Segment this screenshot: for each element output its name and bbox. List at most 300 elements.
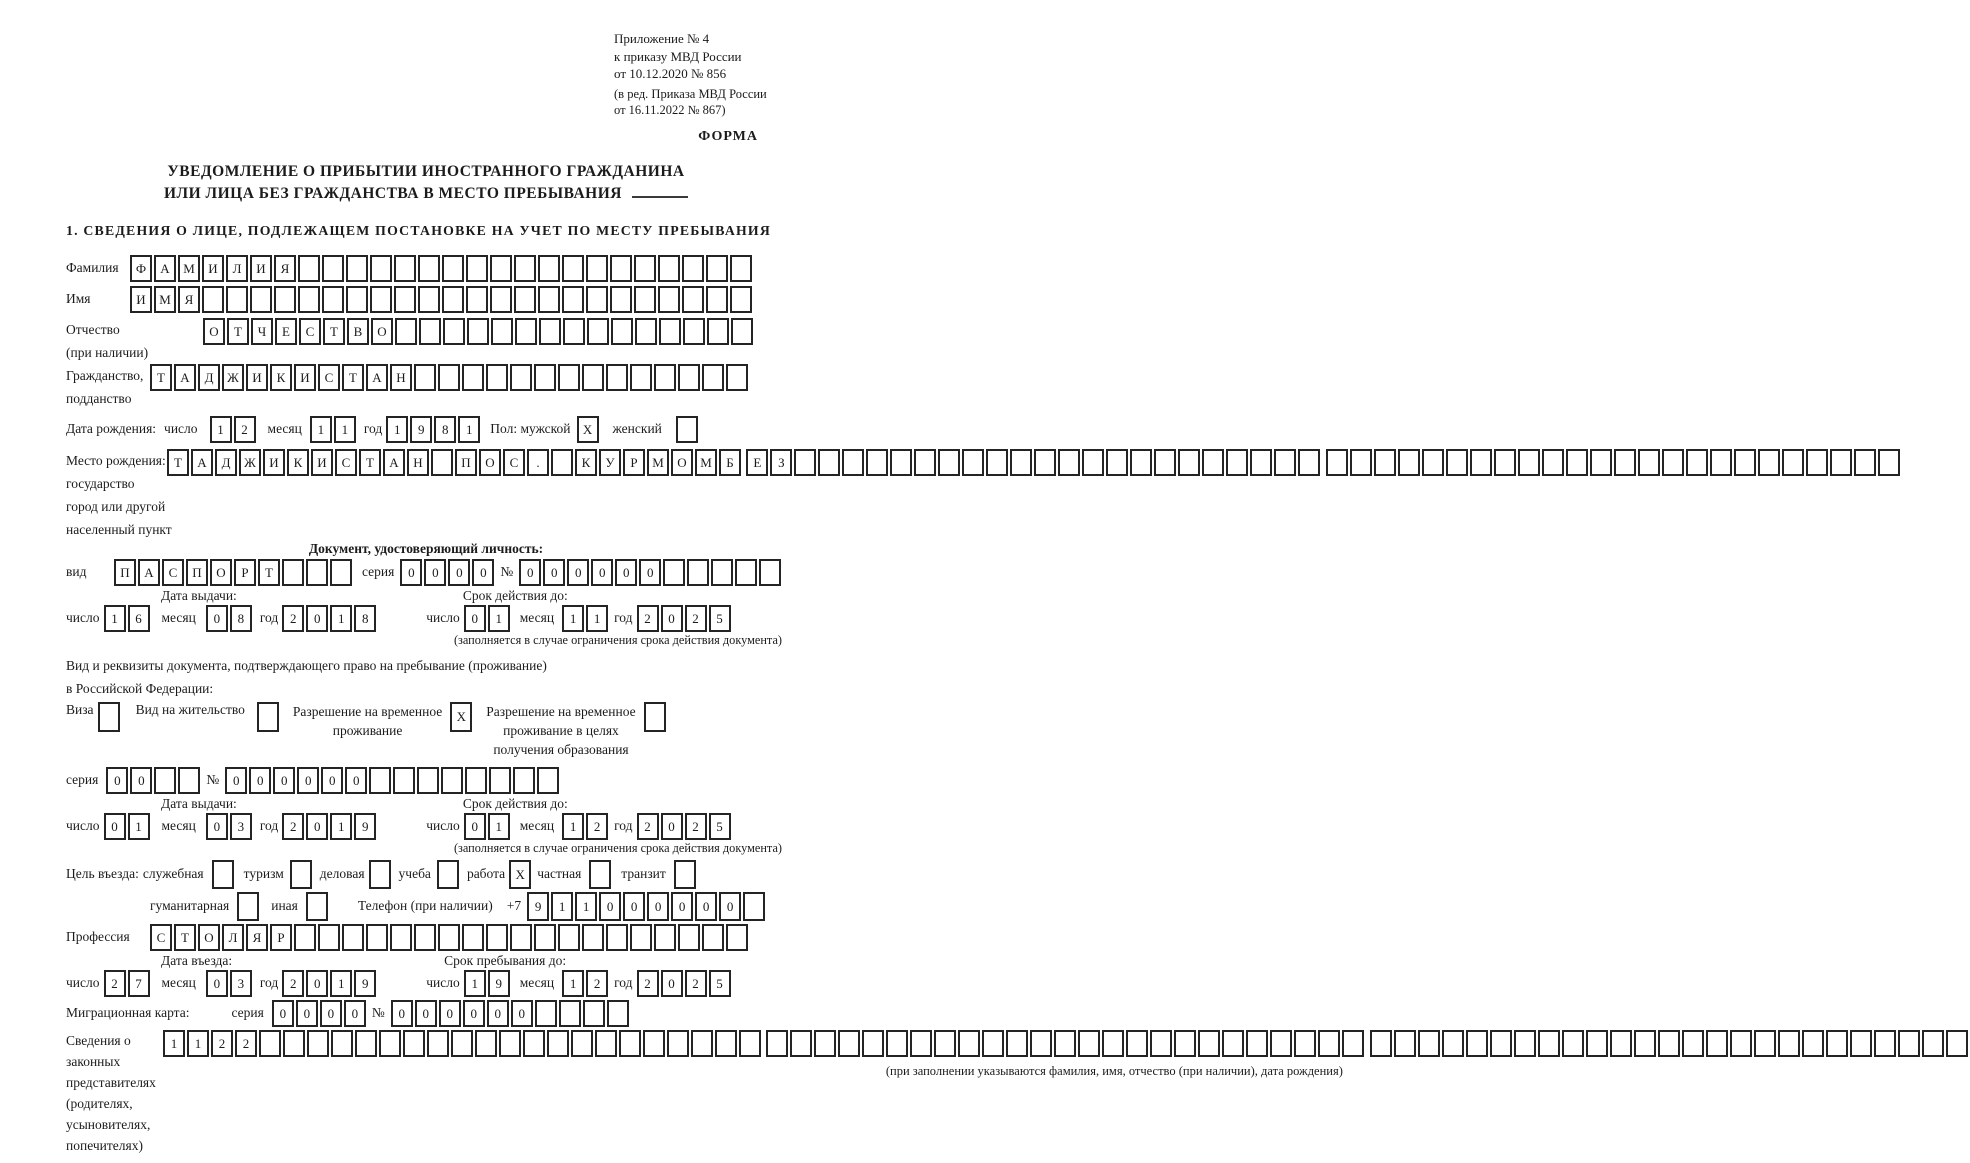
- form-cell-empty: [1422, 449, 1444, 476]
- sex-female-label: женский: [612, 421, 662, 436]
- form-cell-empty: [462, 924, 484, 951]
- form-cell-empty: [958, 1030, 980, 1057]
- form-cell-empty: [1802, 1030, 1824, 1057]
- form-cell-empty: [654, 364, 676, 391]
- form-cell-filled: Т: [342, 364, 364, 391]
- residence-permit-label: Вид на жительство: [135, 701, 245, 717]
- form-cell-filled: Ч: [251, 318, 273, 345]
- form-cell-filled: Н: [390, 364, 412, 391]
- form-cell-empty: [307, 1030, 329, 1057]
- form-cell-empty: [1682, 1030, 1704, 1057]
- form-cell-filled: 9: [410, 416, 432, 443]
- form-cell-filled: 2: [234, 416, 256, 443]
- form-cell-filled: 7: [128, 970, 150, 997]
- form-cell-empty: [418, 255, 440, 282]
- form-cell-empty: [606, 364, 628, 391]
- form-cell-empty: [451, 1030, 473, 1057]
- issue-date-header: Дата выдачи:: [161, 587, 237, 603]
- form-cell-filled: С: [335, 449, 357, 476]
- form-cell-empty: [1246, 1030, 1268, 1057]
- form-cell-filled: М: [154, 286, 176, 313]
- form-cell-empty: [1610, 1030, 1632, 1057]
- migration-series-label: серия: [231, 1005, 264, 1020]
- form-cell-filled: 1: [386, 416, 408, 443]
- form-cell-empty: [582, 364, 604, 391]
- form-cell-empty: [559, 1000, 581, 1027]
- form-cell-filled: 5: [709, 605, 731, 632]
- form-cell-empty: [658, 286, 680, 313]
- validity-month-cells: [562, 605, 610, 632]
- form-cell-empty: [438, 364, 460, 391]
- visa-option: [66, 702, 122, 732]
- form-cell-filled: 1: [586, 605, 608, 632]
- form-cell-empty: [342, 924, 364, 951]
- form-cell-empty: [691, 1030, 713, 1057]
- form-cell-empty: [1226, 449, 1248, 476]
- birth-place-label: Место рождения: государство город или другой населенный пункт: [66, 452, 172, 537]
- form-cell-empty: [534, 364, 556, 391]
- form-cell-empty: [290, 860, 312, 889]
- form-cell-filled: 1: [104, 605, 126, 632]
- form-cell-filled: 1: [330, 813, 352, 840]
- form-cell-empty: [562, 255, 584, 282]
- residence-validity-year-cells: [637, 813, 733, 840]
- form-cell-empty: [1350, 449, 1372, 476]
- form-cell-filled: С: [299, 318, 321, 345]
- form-cell-empty: [658, 255, 680, 282]
- form-cell-filled: Б: [719, 449, 741, 476]
- form-cell-empty: [682, 255, 704, 282]
- form-cell-empty: [814, 1030, 836, 1057]
- form-cell-empty: [306, 892, 328, 921]
- form-cell-filled: 0: [487, 1000, 509, 1027]
- phone-cells: [527, 892, 767, 921]
- purpose-other-label: иная: [271, 898, 298, 913]
- form-cell-empty: [730, 286, 752, 313]
- form-cell-empty: [1394, 1030, 1416, 1057]
- form-cell-filled: 0: [472, 559, 494, 586]
- form-cell-filled: 1: [334, 416, 356, 443]
- form-cell-empty: [490, 255, 512, 282]
- form-cell-filled: 2: [282, 605, 304, 632]
- form-cell-empty: [298, 255, 320, 282]
- form-cell-filled: 5: [709, 813, 731, 840]
- form-cell-empty: [818, 449, 840, 476]
- form-cell-empty: [330, 559, 352, 586]
- form-cell-empty: [1638, 449, 1660, 476]
- residence-date-headers: [66, 796, 786, 812]
- purpose-tourism-checkbox: [290, 860, 314, 889]
- form-cell-empty: [1446, 449, 1468, 476]
- form-cell-empty: [1418, 1030, 1440, 1057]
- form-cell-empty: [726, 924, 748, 951]
- form-cell-filled: 2: [282, 970, 304, 997]
- form-cell-empty: [1782, 449, 1804, 476]
- form-cell-empty: [1734, 449, 1756, 476]
- residence-series-label: серия: [66, 772, 99, 787]
- doc-series-label: серия: [362, 564, 395, 579]
- sex-label: Пол: мужской: [490, 421, 571, 436]
- form-cell-filled: И: [294, 364, 316, 391]
- form-cell-filled: М: [695, 449, 717, 476]
- form-cell-filled: 0: [519, 559, 541, 586]
- patronymic-row: [66, 318, 786, 364]
- form-cell-empty: [366, 924, 388, 951]
- form-cell-empty: [523, 1030, 545, 1057]
- form-cell-empty: [475, 1030, 497, 1057]
- form-cell-empty: [558, 364, 580, 391]
- birth-year-cells: [386, 416, 482, 443]
- residence-validity-month-cells: [562, 813, 610, 840]
- form-cell-empty: [466, 255, 488, 282]
- form-cell-empty: [1178, 449, 1200, 476]
- form-cell-filled: 9: [527, 892, 549, 921]
- form-cell-empty: [563, 318, 585, 345]
- migration-card-label: Миграционная карта:: [66, 1005, 190, 1020]
- form-cell-empty: [322, 255, 344, 282]
- form-cell-empty: [465, 767, 487, 794]
- form-cell-filled: Т: [150, 364, 172, 391]
- form-cell-filled: 8: [354, 605, 376, 632]
- form-cell-filled: П: [186, 559, 208, 586]
- entry-purpose-row2: [150, 892, 786, 921]
- residence-validity-note: (заполняется в случае ограничения срока действия документа): [453, 840, 782, 855]
- form-cell-empty: [237, 892, 259, 921]
- form-cell-filled: 0: [249, 767, 271, 794]
- form-cell-filled: Я: [274, 255, 296, 282]
- form-cell-filled: А: [383, 449, 405, 476]
- entry-date: число 2 7 месяц 0 3 год 2 0 1 9: [66, 970, 378, 997]
- form-cell-filled: 1: [562, 605, 584, 632]
- form-cell-empty: [539, 318, 561, 345]
- form-cell-filled: 0: [345, 767, 367, 794]
- form-cell-empty: [1154, 449, 1176, 476]
- form-cell-empty: [1102, 1030, 1124, 1057]
- form-cell-filled: 0: [306, 813, 328, 840]
- representatives-cell-rows: [163, 1030, 1970, 1079]
- form-cell-filled: 0: [206, 970, 228, 997]
- form-cell-filled: 0: [543, 559, 565, 586]
- form-cell-empty: [606, 924, 628, 951]
- form-cell-empty: [842, 449, 864, 476]
- purpose-other-checkbox: [306, 892, 330, 921]
- form-cell-filled: 0: [206, 813, 228, 840]
- form-cell-filled: 9: [354, 813, 376, 840]
- form-cell-empty: [259, 1030, 281, 1057]
- form-cell-filled: 2: [282, 813, 304, 840]
- form-cell-empty: [739, 1030, 761, 1057]
- form-cell-empty: [1706, 1030, 1728, 1057]
- form-cell-empty: [1198, 1030, 1220, 1057]
- form-cell-filled: С: [150, 924, 172, 951]
- form-cell-empty: [1470, 449, 1492, 476]
- form-cell-filled: 1: [464, 970, 486, 997]
- form-cell-empty: [790, 1030, 812, 1057]
- form-cell-filled: 0: [567, 559, 589, 586]
- residence-doc-intro: Вид и реквизиты документа, подтверждающего право на пребывание (проживание) в Российской Федерации:: [66, 657, 547, 696]
- form-cell-filled: 2: [637, 813, 659, 840]
- form-cell-filled: П: [455, 449, 477, 476]
- form-cell-empty: [706, 255, 728, 282]
- form-cell-empty: [702, 364, 724, 391]
- form-cell-filled: Д: [215, 449, 237, 476]
- form-cell-empty: [510, 364, 532, 391]
- form-cell-filled: Т: [174, 924, 196, 951]
- form-cell-empty: [676, 416, 698, 443]
- purpose-commercial-checkbox: [369, 860, 393, 889]
- form-cell-empty: [486, 364, 508, 391]
- migration-number-label: №: [371, 1005, 385, 1020]
- form-cell-empty: [1754, 1030, 1776, 1057]
- birth-place-block: [66, 449, 786, 541]
- validity-year-cells: [637, 605, 733, 632]
- form-cell-filled: У: [599, 449, 621, 476]
- purpose-tourism-label: туризм: [243, 866, 284, 881]
- form-cell-empty: [587, 318, 609, 345]
- identity-validity-date: число 0 1 месяц 1 1 год 2 0 2 5: [426, 605, 732, 632]
- form-cell-filled: 2: [104, 970, 126, 997]
- migration-series-cells: [272, 1000, 368, 1027]
- phone-prefix: +7: [506, 898, 522, 913]
- entry-year-cells: [282, 970, 378, 997]
- form-cell-filled: 0: [599, 892, 621, 921]
- issue-month-cells: [206, 605, 254, 632]
- residence-validity-date: число 0 1 месяц 1 2 год 2 0 2 5: [426, 813, 732, 840]
- form-cell-filled: Я: [246, 924, 268, 951]
- form-cell-filled: С: [503, 449, 525, 476]
- form-cell-filled: О: [210, 559, 232, 586]
- form-cell-empty: [687, 559, 709, 586]
- form-cell-empty: [1442, 1030, 1464, 1057]
- identity-validity-note: (заполняется в случае ограничения срока действия документа): [453, 632, 782, 647]
- validity-day-cells: [464, 605, 512, 632]
- form-cell-empty: [1342, 1030, 1364, 1057]
- form-cell-filled: Т: [227, 318, 249, 345]
- form-cell-empty: [890, 449, 912, 476]
- form-cell-empty: [1126, 1030, 1148, 1057]
- form-cell-filled: 0: [272, 1000, 294, 1027]
- form-cell-empty: [730, 255, 752, 282]
- page-title-line2: ИЛИ ЛИЦА БЕЗ ГРАЖДАНСТВА В МЕСТО ПРЕБЫВАНИЯ: [66, 183, 786, 205]
- form-cell-empty: [634, 286, 656, 313]
- doc-number-label: №: [500, 564, 514, 579]
- form-cell-empty: [1034, 449, 1056, 476]
- form-cell-empty: [393, 767, 415, 794]
- form-cell-empty: [1082, 449, 1104, 476]
- form-cell-filled: 0: [639, 559, 661, 586]
- form-cell-filled: О: [203, 318, 225, 345]
- appendix-header: [614, 30, 786, 119]
- form-cell-empty: [1518, 449, 1540, 476]
- form-cell-empty: [318, 924, 340, 951]
- identity-doc-title: Документ, удостоверяющий личность:: [308, 540, 544, 556]
- temp-residence-edu-option: [486, 702, 667, 759]
- form-cell-empty: [513, 767, 535, 794]
- form-cell-empty: [442, 255, 464, 282]
- form-cell-filled: 0: [623, 892, 645, 921]
- form-cell-filled: 8: [434, 416, 456, 443]
- form-cell-empty: [403, 1030, 425, 1057]
- form-cell-filled: И: [250, 255, 272, 282]
- form-cell-empty: [379, 1030, 401, 1057]
- form-cell-filled: 1: [458, 416, 480, 443]
- form-cell-empty: [1922, 1030, 1944, 1057]
- form-cell-filled: 0: [344, 1000, 366, 1027]
- form-cell-filled: X: [450, 702, 472, 732]
- purpose-transit-label: транзит: [621, 866, 666, 881]
- form-cell-filled: 1: [187, 1030, 209, 1057]
- form-cell-filled: З: [770, 449, 792, 476]
- form-cell-empty: [1106, 449, 1128, 476]
- form-cell-empty: [610, 255, 632, 282]
- form-cell-filled: 1: [488, 813, 510, 840]
- purpose-work-checkbox: [509, 860, 533, 889]
- form-cell-empty: [427, 1030, 449, 1057]
- form-cell-filled: 2: [586, 813, 608, 840]
- appendix-line: Приложение № 4: [614, 31, 710, 46]
- form-label: ФОРМА: [698, 128, 758, 144]
- form-cell-empty: [306, 559, 328, 586]
- form-cell-filled: Н: [407, 449, 429, 476]
- form-cell-empty: [1270, 1030, 1292, 1057]
- form-cell-filled: К: [270, 364, 292, 391]
- form-cell-empty: [866, 449, 888, 476]
- form-cell-filled: 0: [225, 767, 247, 794]
- form-cell-empty: [1662, 449, 1684, 476]
- residence-series-row: [66, 767, 786, 794]
- form-cell-empty: [443, 318, 465, 345]
- form-cell-filled: П: [114, 559, 136, 586]
- birth-date-row: [66, 416, 786, 443]
- form-cell-filled: 1: [210, 416, 232, 443]
- form-cell-empty: [1778, 1030, 1800, 1057]
- form-cell-empty: [644, 702, 666, 732]
- form-cell-filled: 1: [562, 813, 584, 840]
- form-cell-empty: [462, 364, 484, 391]
- form-cell-empty: [634, 255, 656, 282]
- phone-label: Телефон (при наличии): [357, 898, 493, 913]
- form-cell-filled: Т: [359, 449, 381, 476]
- form-cell-filled: 0: [273, 767, 295, 794]
- name-label: Имя: [66, 291, 91, 306]
- form-cell-filled: 0: [661, 813, 683, 840]
- residence-issue-month-cells: [206, 813, 254, 840]
- form-cell-empty: [441, 767, 463, 794]
- residence-series-cells: [106, 767, 202, 794]
- form-cell-filled: 0: [464, 605, 486, 632]
- issue-year-cells: [282, 605, 378, 632]
- form-cell-filled: 0: [306, 970, 328, 997]
- patronymic-label: Отчество (при наличии): [66, 321, 149, 360]
- residence-validity-day-cells: [464, 813, 512, 840]
- form-cell-filled: Т: [323, 318, 345, 345]
- form-cell-empty: [726, 364, 748, 391]
- form-cell-filled: 2: [235, 1030, 257, 1057]
- form-cell-filled: 0: [297, 767, 319, 794]
- purpose-humanitarian-label: гуманитарная: [150, 898, 230, 913]
- form-cell-empty: [766, 1030, 788, 1057]
- form-cell-filled: И: [263, 449, 285, 476]
- form-cell-empty: [586, 286, 608, 313]
- form-cell-filled: И: [246, 364, 268, 391]
- residence-options-row: [66, 702, 786, 759]
- form-cell-empty: [514, 255, 536, 282]
- form-cell-empty: [226, 286, 248, 313]
- residence-issue-year-cells: [282, 813, 378, 840]
- day-label: число: [164, 421, 198, 436]
- form-cell-empty: [663, 559, 685, 586]
- purpose-business-label: служебная: [142, 866, 204, 881]
- migration-number-cells: [391, 1000, 631, 1027]
- form-cell-empty: [595, 1030, 617, 1057]
- form-cell-filled: 1: [562, 970, 584, 997]
- form-cell-filled: 0: [661, 605, 683, 632]
- form-cell-empty: [610, 286, 632, 313]
- form-cell-empty: [537, 767, 559, 794]
- form-cell-empty: [202, 286, 224, 313]
- form-cell-filled: 8: [230, 605, 252, 632]
- form-cell-empty: [514, 286, 536, 313]
- form-cell-empty: [414, 364, 436, 391]
- form-cell-filled: О: [371, 318, 393, 345]
- form-cell-empty: [490, 286, 512, 313]
- profession-cells: [150, 924, 750, 951]
- form-cell-empty: [1222, 1030, 1244, 1057]
- form-cell-empty: [986, 449, 1008, 476]
- residence-number-label: №: [206, 772, 220, 787]
- form-cell-empty: [467, 318, 489, 345]
- form-cell-empty: [418, 286, 440, 313]
- form-cell-empty: [683, 318, 705, 345]
- form-cell-empty: [982, 1030, 1004, 1057]
- birth-place-row2: [746, 449, 1322, 476]
- form-cell-empty: [1250, 449, 1272, 476]
- form-cell-empty: [1326, 449, 1348, 476]
- issue-day-cells: [104, 605, 152, 632]
- form-cell-filled: Л: [222, 924, 244, 951]
- form-cell-filled: К: [287, 449, 309, 476]
- form-cell-filled: Е: [746, 449, 768, 476]
- form-cell-filled: 2: [586, 970, 608, 997]
- temp-residence-edu-checkbox: [644, 702, 668, 732]
- form-cell-empty: [331, 1030, 353, 1057]
- form-cell-empty: [298, 286, 320, 313]
- residence-validity-header: Срок действия до:: [462, 795, 568, 811]
- form-cell-empty: [346, 255, 368, 282]
- temp-residence-checkbox: [450, 702, 474, 732]
- form-cell-filled: И: [130, 286, 152, 313]
- form-cell-empty: [1874, 1030, 1896, 1057]
- representatives-row1: [163, 1030, 763, 1057]
- doc-type-label: вид: [66, 564, 87, 579]
- form-cell-empty: [1758, 449, 1780, 476]
- form-cell-empty: [394, 255, 416, 282]
- form-cell-filled: 0: [391, 1000, 413, 1027]
- representatives-label: Сведения о законных представителях (родителях, усыновителях, попечителях): [66, 1032, 156, 1153]
- visa-checkbox: [98, 702, 122, 732]
- form-cell-filled: 2: [685, 970, 707, 997]
- form-cell-empty: [535, 1000, 557, 1027]
- form-cell-filled: 9: [488, 970, 510, 997]
- residence-number-cells: [225, 767, 561, 794]
- form-cell-empty: [1878, 449, 1900, 476]
- form-cell-filled: 1: [551, 892, 573, 921]
- form-cell-empty: [571, 1030, 593, 1057]
- entry-date-headers: [66, 953, 786, 969]
- form-cell-filled: С: [318, 364, 340, 391]
- form-cell-empty: [731, 318, 753, 345]
- form-cell-filled: Ж: [239, 449, 261, 476]
